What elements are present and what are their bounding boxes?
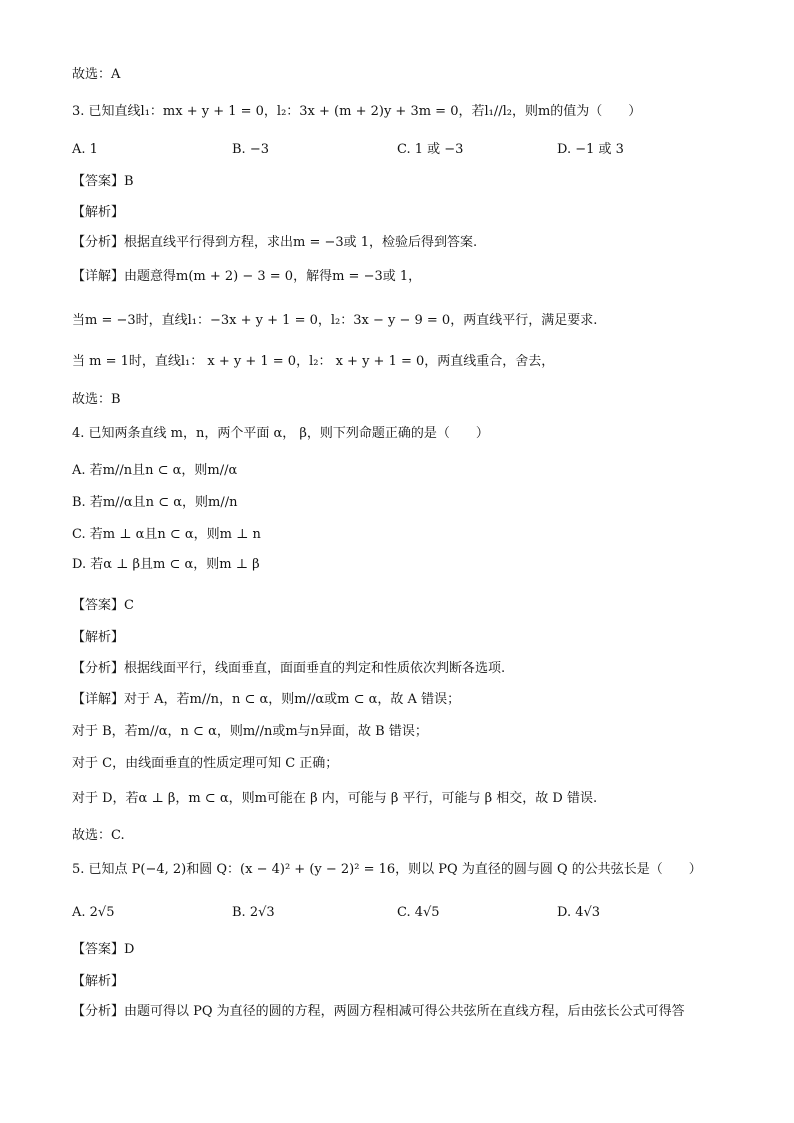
q4-option-b: B. 若m//α且n ⊂ α，则m//n bbox=[72, 495, 238, 510]
detailed-solution: 【详解】由题意得m(m + 2) − 3 = 0，解得m = −3或 1， bbox=[72, 269, 422, 284]
detailed-solution: 【详解】对于 A，若m//n，n ⊂ α，则m//α或m ⊂ α，故 A 错误； bbox=[72, 692, 461, 707]
analysis-summary: 【分析】由题可得以 PQ 为直径的圆的方程，两圆方程相减可得公共弦所在直线方程，后由弦长公式可得答 bbox=[72, 1004, 685, 1019]
analysis-summary: 【分析】根据线面平行，线面垂直，面面垂直的判定和性质依次判断各选项. bbox=[72, 661, 506, 676]
solution-line: 对于 B，若m//α，n ⊂ α，则m//n或m与n异面，故 B 错误； bbox=[72, 724, 428, 739]
analysis-label: 【解析】 bbox=[72, 974, 125, 989]
solution-line: 对于 D，若α ⊥ β，m ⊂ α，则m可能在 β 内，可能与 β 平行，可能与 β 相交，故 D 错误. bbox=[72, 791, 598, 806]
question-3: 3. 已知直线l₁：mx + y + 1 = 0，l₂：3x + (m + 2)y + 3m = 0，若l₁//l₂，则m的值为（ ） bbox=[72, 104, 642, 119]
q4-option-c: C. 若m ⊥ α且n ⊂ α，则m ⊥ n bbox=[72, 527, 261, 542]
analysis-label: 【解析】 bbox=[72, 205, 125, 220]
analysis-label: 【解析】 bbox=[72, 630, 125, 645]
answer-choice-line: 故选：A bbox=[72, 67, 121, 82]
q5-option-d: D. 4√3 bbox=[557, 905, 601, 920]
answer-choice-line: 故选：B bbox=[72, 392, 121, 407]
analysis-summary: 【分析】根据直线平行得到方程，求出m = −3或 1，检验后得到答案. bbox=[72, 235, 478, 250]
q5-option-a: A. 2√5 bbox=[72, 905, 115, 920]
q4-option-d: D. 若α ⊥ β且m ⊂ α，则m ⊥ β bbox=[72, 557, 260, 572]
answer-choice-line: 故选：C. bbox=[72, 828, 125, 843]
solution-line: 当m = −3时，直线l₁：−3x + y + 1 = 0，l₂：3x − y − 9 = 0，两直线平行，满足要求. bbox=[72, 313, 598, 328]
q5-option-b: B. 2√3 bbox=[232, 905, 275, 920]
q3-option-d: D. −1 或 3 bbox=[557, 142, 624, 157]
q4-option-a: A. 若m//n且n ⊂ α，则m//α bbox=[72, 463, 238, 478]
answer-label: 【答案】D bbox=[72, 942, 135, 957]
question-5: 5. 已知点 P(−4, 2)和圆 Q：(x − 4)² + (y − 2)² = 16，则以 PQ 为直径的圆与圆 Q 的公共弦长是（ ） bbox=[72, 862, 702, 877]
answer-label: 【答案】B bbox=[72, 174, 134, 189]
q3-option-b: B. −3 bbox=[232, 142, 269, 157]
solution-line: 对于 C，由线面垂直的性质定理可知 C 正确； bbox=[72, 756, 339, 771]
q3-option-c: C. 1 或 −3 bbox=[397, 142, 464, 157]
answer-label: 【答案】C bbox=[72, 598, 134, 613]
solution-line: 当 m = 1时，直线l₁： x + y + 1 = 0，l₂： x + y + 1 = 0，两直线重合，舍去， bbox=[72, 354, 555, 369]
q3-option-a: A. 1 bbox=[72, 142, 98, 157]
q5-option-c: C. 4√5 bbox=[397, 905, 440, 920]
question-4: 4. 已知两条直线 m，n，两个平面 α， β，则下列命题正确的是（ ） bbox=[72, 426, 489, 441]
